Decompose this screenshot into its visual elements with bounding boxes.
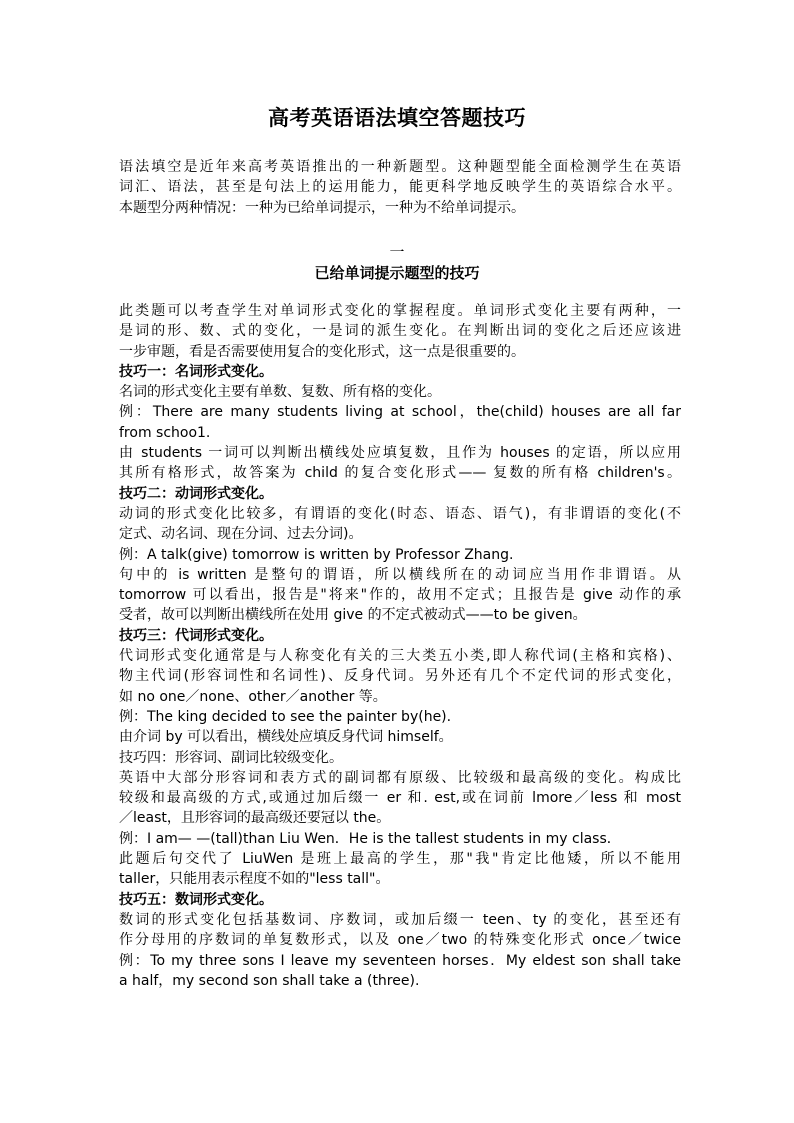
body-line: 由 students 一词可以判断出横线处应填复数，且作为 houses 的定语，所以应用 <box>119 445 681 462</box>
body-line: 物主代词(形容词性和名词性)、反身代词。另外还有几个不定代词的形式变化， <box>119 668 681 685</box>
body-line: 定式、动名词、现在分词、过去分词)。 <box>119 526 363 543</box>
example-line: 例：A talk(give) tomorrow is written by Professor Zhang. <box>119 546 514 563</box>
example-line: 例：I am— —(tall)than Liu Wen．He is the tallest students in my class． <box>119 830 621 847</box>
body-line: 受者，故可以判断出横线所在处用 give 的不定式被动式——to be given。 <box>119 607 587 624</box>
body-line: 较级和最高级的方式,或通过加后缀一 er 和. est,或在词前 lmore／less 和 most <box>119 790 681 807</box>
body-line: 句中的 is written 是整句的谓语，所以横线所在的动词应当用作非谓语。从 <box>119 566 681 583</box>
example-line: from schoo1. <box>119 424 211 441</box>
body-line: 一步审题，看是否需要使用复合的变化形式，这一点是很重要的。 <box>119 343 525 360</box>
intro-paragraph <box>119 157 681 218</box>
body-line: 代词形式变化通常是与人称变化有关的三大类五小类,即人称代词(主格和宾格)、 <box>119 648 681 665</box>
section-body <box>119 301 681 991</box>
body-line: 由介词 by 可以看出，横线处应填反身代词 himself。 <box>119 729 453 746</box>
tip-heading: 技巧一：名词形式变化。 <box>119 363 273 380</box>
tip-heading: 技巧五：数词形式变化。 <box>119 891 273 908</box>
example-line: 例：There are many students living at school，the(child) houses are all far <box>119 404 681 421</box>
document-title: 高考英语语法填空答题技巧 <box>268 105 526 130</box>
body-line: 数词的形式变化包括基数词、序数词，或加后缀一 teen、ty 的变化，甚至还有 <box>119 911 681 928</box>
example-line: a half，my second son shall take a (three). <box>119 972 420 989</box>
body-line: 是词的形、数、式的变化，一是词的派生变化。在判断出词的变化之后还应该进 <box>119 323 681 340</box>
tip-heading: 技巧三：代词形式变化。 <box>119 627 273 644</box>
example-line: 例：To my three sons I leave my seventeen horses．My eldest son shall take <box>119 952 681 969</box>
body-line: 此题后句交代了 LiuWen 是班上最高的学生，那"我"肯定比他矮，所以不能用 <box>119 851 681 868</box>
body-line: 其所有格形式，故答案为 child 的复合变化形式—— 复数的所有格 children's。 <box>119 465 681 482</box>
intro-line: 语法填空是近年来高考英语推出的一种新题型。这种题型能全面检测学生在英语 <box>119 159 681 175</box>
intro-line: 本题型分两种情况：一种为已给单词提示，一种为不给单词提示。 <box>119 199 525 216</box>
body-line: tomorrow 可以看出，报告是"将来"作的，故用不定式；且报告是 give 动作的承 <box>119 587 681 604</box>
tip-heading: 技巧二：动词形式变化。 <box>119 485 273 502</box>
body-line: 英语中大部分形容词和表方式的副词都有原级、比较级和最高级的变化。构成比 <box>119 769 681 786</box>
body-line: 如 no one／none、other／another 等。 <box>119 688 387 705</box>
section-title: 已给单词提示题型的技巧 <box>314 264 480 282</box>
body-line: 作分母用的序数词的单复数形式，以及 one／two 的特殊变化形式 once／twice <box>119 932 681 949</box>
example-line: 例：The king decided to see the painter by(he). <box>119 708 452 725</box>
intro-line: 词汇、语法，甚至是句法上的运用能力，能更科学地反映学生的英语综合水平。 <box>119 179 681 196</box>
section-number: 一 <box>389 243 405 261</box>
body-line: ／least，且形容词的最高级还要冠以 the。 <box>119 810 391 827</box>
body-line: 动词的形式变化比较多，有谓语的变化(时态、语态、语气)，有非谓语的变化(不 <box>119 505 681 522</box>
body-line: 名词的形式变化主要有单数、复数、所有格的变化。 <box>119 384 441 401</box>
tip-heading: 技巧四：形容词、副词比较级变化。 <box>119 749 343 766</box>
body-line: taller，只能用表示程度不如的"less tall"。 <box>119 871 390 888</box>
body-line: 此类题可以考查学生对单词形式变化的掌握程度。单词形式变化主要有两种，一 <box>119 303 681 319</box>
